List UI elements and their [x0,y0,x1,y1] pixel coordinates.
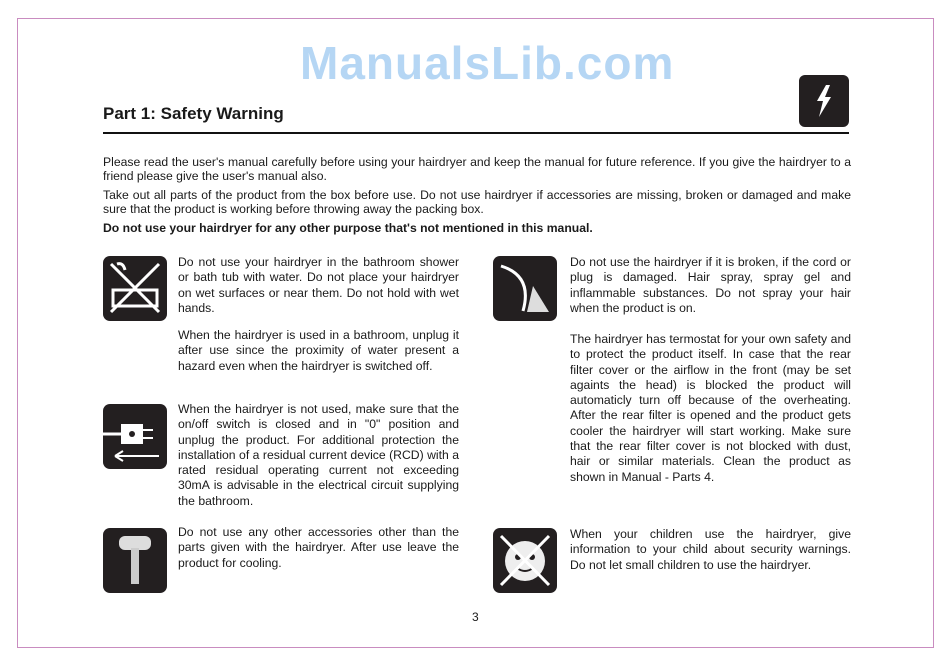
unplug-icon [103,404,167,469]
children-warning: When your children use the hairdryer, give information to your child about security warnings. Do not let small children to use the hairdryer. [570,527,851,572]
bath-warning: Do not use your hairdryer in the bathroom shower or bath tub with water. Do not place your hairdryer on wet surfaces or near them. Do not hold with wet hands. [178,255,459,315]
intro-paragraph-1: Please read the user's manual carefully before using your hairdryer and keep the manual for future reference. If you give the hairdryer to a friend please give the user's manual also. [103,155,851,183]
page-title: Part 1: Safety Warning [103,104,284,123]
broken-cord-icon [493,256,557,321]
intro-paragraph-2: Take out all parts of the product from the box before use. Do not use hairdryer if accessories are missing, broken or damaged and make sure that the product is working before throwing away the packing box. [103,188,851,216]
bold-warning: Do not use your hairdryer for any other purpose that's not mentioned in this manual. [103,221,593,235]
hairdryer-icon [103,528,167,593]
intro-section [103,155,851,240]
watermark: ManualsLib.com [300,37,675,89]
right-column [570,255,851,573]
broken-warning: Do not use the hairdryer if it is broken, if the cord or plug is damaged. Hair spray, spray gel and inflammable substances. Do not spray your hair when the product is on. [570,255,851,315]
no-children-icon [493,528,557,593]
unplug-warning: When the hairdryer is not used, make sure that the on/off switch is closed and in "0" position and unplug the product. For additional protection the installation of a residual current device (RCD) with a rated residual operating current not exceeding 30mA is advisable in the electrical circuit supplying the bathroom. [178,402,459,508]
thermostat-info: The hairdryer has termostat for your own safety and to protect the product itself. In case that the rear filter cover or the airflow in the front (may be set againts the head) is blocked the product will automaticly turn off because of the overheating. After the rear filter is opened and the product gets cooler the hairdryer will start working. Make sure that the rear filter cover is not blocked with dust, hair or similar materials. Clean the product as shown in Manual - Parts 4. [570,332,851,484]
title-divider [103,132,849,134]
no-bath-icon [103,256,167,321]
left-column [178,255,459,571]
bath-unplug-warning: When the hairdryer is used in a bathroom, unplug it after use since the proximity of water present a hazard even when the hairdryer is switched off. [178,328,459,373]
page-number: 3 [472,610,479,624]
lightning-warning-icon [799,75,849,127]
accessories-warning: Do not use any other accessories other than the parts given with the hairdryer. After use leave the product for cooling. [178,525,459,570]
